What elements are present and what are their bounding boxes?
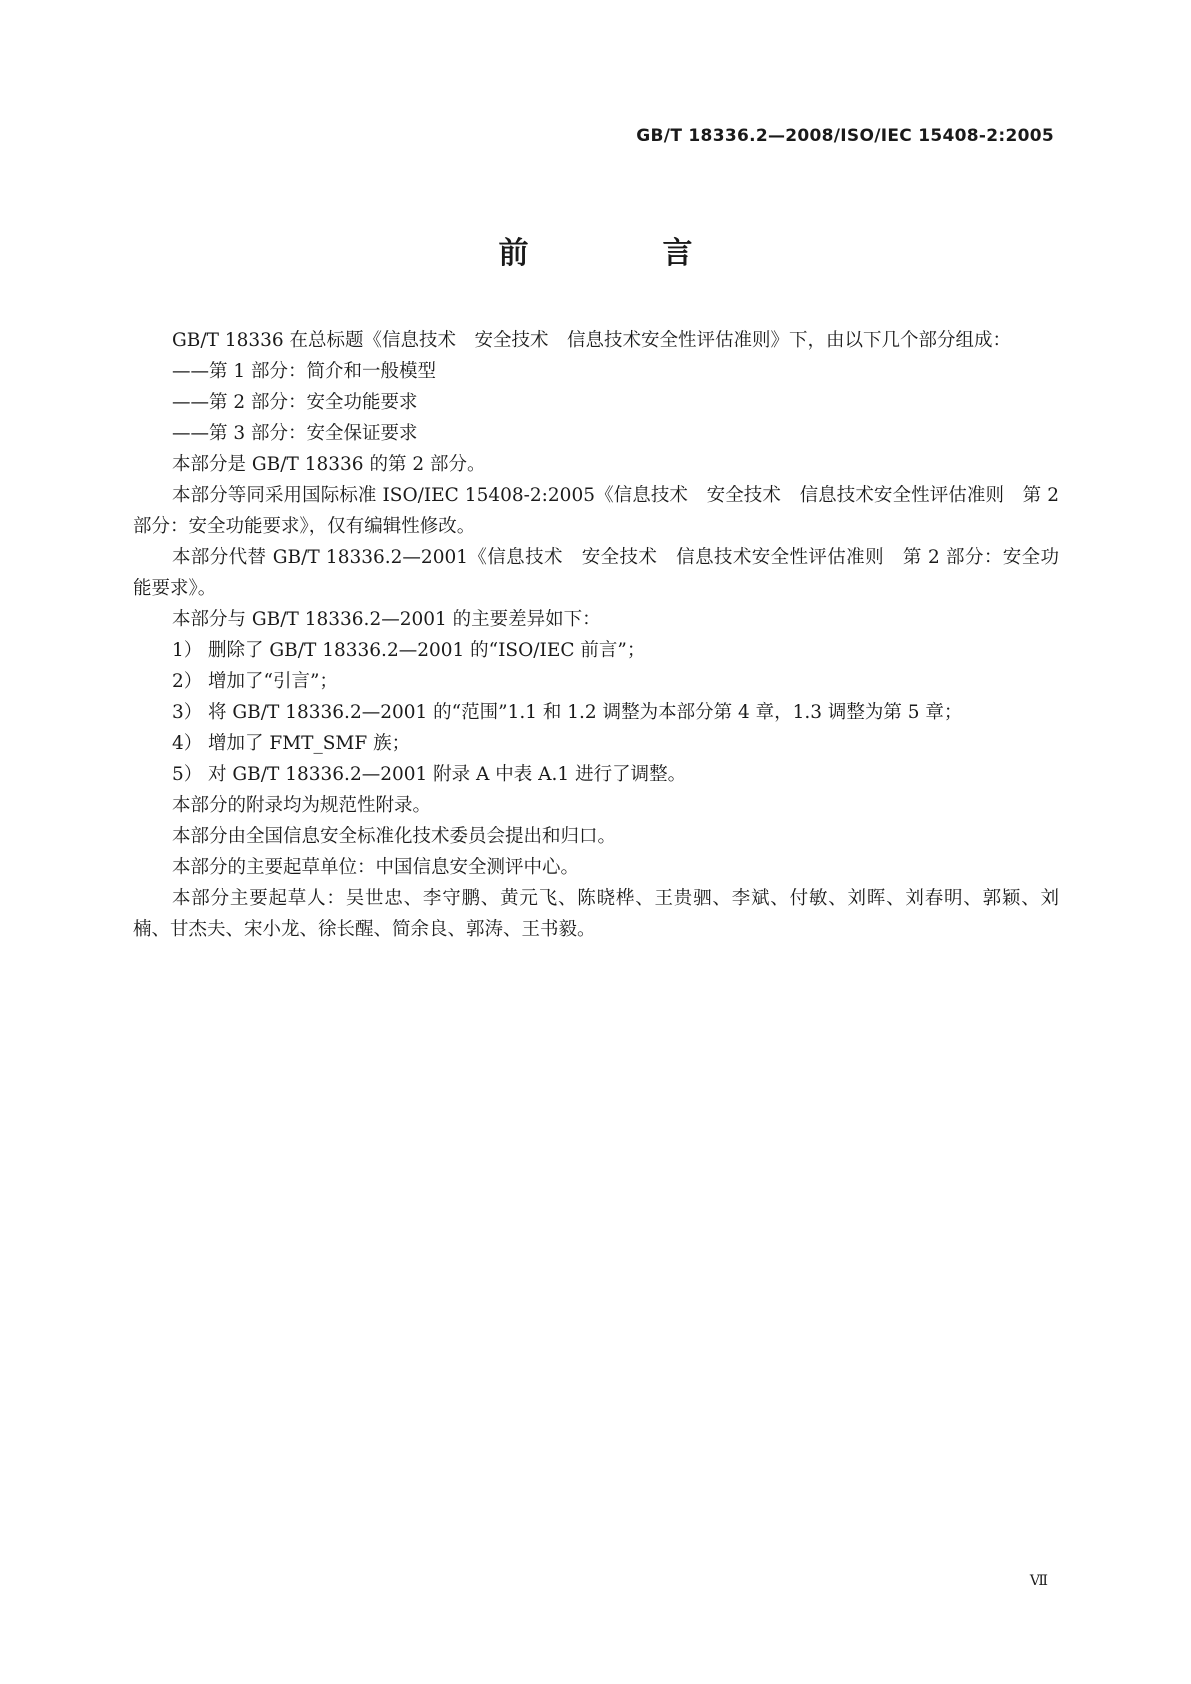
difference-item: [133, 728, 1059, 759]
difference-text: 对 GB/T 18336.2—2001 附录 A 中表 A.1 进行了调整。: [208, 764, 687, 785]
differences-intro: 本部分与 GB/T 18336.2—2001 的主要差异如下：: [172, 609, 601, 630]
foreword-body: [133, 325, 1059, 945]
annexes-paragraph: 本部分的附录均为规范性附录。: [172, 795, 432, 816]
adoption-paragraph: 本部分等同采用国际标准 ISO/IEC 15408-2:2005《信息技术 安全技术 信息技术安全性评估准则 第 2 部分：安全功能要求》，仅有编辑性修改。: [133, 485, 1059, 537]
difference-number: 3）: [172, 702, 203, 723]
difference-number: 1）: [172, 640, 203, 661]
section-title: 前 言: [498, 236, 745, 271]
difference-text: 将 GB/T 18336.2—2001 的“范围”1.1 和 1.2 调整为本部分第 4 章，1.3 调整为第 5 章；: [208, 702, 963, 723]
difference-text: 增加了 FMT_SMF 族；: [208, 733, 411, 754]
page-number: Ⅶ: [1029, 1573, 1048, 1589]
proposed-by-paragraph: 本部分由全国信息安全标准化技术委员会提出和归口。: [172, 826, 617, 847]
part-list-item-1: ——第 1 部分：简介和一般模型: [172, 361, 437, 382]
difference-item: [133, 697, 1059, 728]
difference-item: [133, 759, 1059, 790]
part-list-item-3: ——第 3 部分：安全保证要求: [172, 423, 418, 444]
difference-item: [133, 635, 1059, 666]
difference-text: 增加了“引言”；: [208, 671, 338, 692]
this-part-paragraph: 本部分是 GB/T 18336 的第 2 部分。: [172, 454, 486, 475]
difference-number: 4）: [172, 733, 203, 754]
drafting-unit-paragraph: 本部分的主要起草单位：中国信息安全测评中心。: [172, 857, 580, 878]
replaces-paragraph: 本部分代替 GB/T 18336.2—2001《信息技术 安全技术 信息技术安全性评估准则 第 2 部分：安全功能要求》。: [133, 547, 1059, 599]
difference-number: 2）: [172, 671, 203, 692]
intro-paragraph: GB/T 18336 在总标题《信息技术 安全技术 信息技术安全性评估准则》下，由以下几个部分组成：: [172, 330, 1012, 351]
difference-number: 5）: [172, 764, 203, 785]
difference-text: 删除了 GB/T 18336.2—2001 的“ISO/IEC 前言”；: [208, 640, 646, 661]
standard-number-header: GB/T 18336.2—2008/ISO/IEC 15408-2:2005: [636, 126, 1054, 146]
part-list-item-2: ——第 2 部分：安全功能要求: [172, 392, 418, 413]
difference-item: [133, 666, 1059, 697]
drafters-paragraph: 本部分主要起草人：吴世忠、李守鹏、黄元飞、陈晓桦、王贵驷、李斌、付敏、刘晖、刘春明、郭颖、刘楠、甘杰夫、宋小龙、徐长醒、简余良、郭涛、王书毅。: [133, 888, 1059, 940]
